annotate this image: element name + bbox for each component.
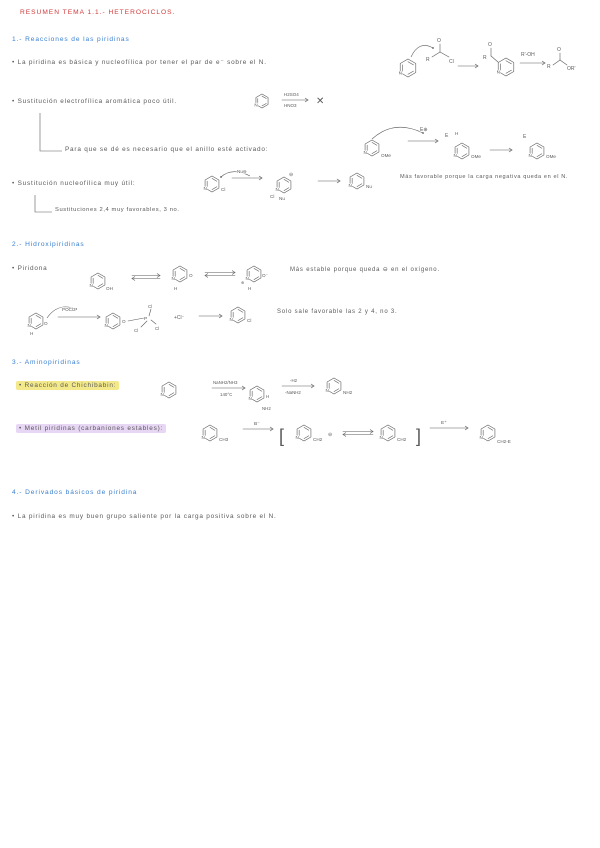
- pyridone: [171, 266, 186, 282]
- carbanion-charge-label: ⊖: [328, 432, 333, 438]
- chichibabin-reagent-bottom: 140°C: [220, 392, 233, 397]
- alcohol-reagent-label: R'-OH: [521, 52, 535, 58]
- curved-arrow-path: [411, 45, 433, 57]
- ring-double-bond: [238, 309, 243, 312]
- p-cl-label-2: Cl: [134, 328, 139, 333]
- pyridone-h-label: H: [174, 286, 178, 291]
- ring-nitrogen-label: N: [245, 276, 249, 281]
- aminopyridine-nh2-label: NH2: [343, 390, 353, 395]
- nucleophilic-side-note: Más favorable porque la carga negativa queda en el N.: [400, 174, 569, 180]
- ring-nitrogen-label: N: [104, 323, 108, 328]
- ring-double-bond: [238, 318, 243, 321]
- meisenheimer-intermediate: [275, 177, 290, 193]
- ring-double-bond: [372, 142, 377, 145]
- arrow-nu-1: [232, 176, 262, 180]
- intermediate-cl-label: Cl: [270, 194, 275, 199]
- ring-nitrogen-label: N: [254, 102, 258, 108]
- piridona-label: • Piridona: [12, 265, 48, 272]
- ring-double-bond: [254, 277, 259, 280]
- favorable-positions-note: Solo sale favorable las 2 y 4, no 3.: [277, 309, 398, 315]
- ring-double-bond: [257, 397, 262, 400]
- curved-arrow-path: [372, 127, 423, 139]
- ring-double-bond: [537, 154, 542, 157]
- arrow-acylation-1: [458, 64, 478, 68]
- ring-double-bond: [284, 188, 289, 191]
- stable-tautomer-note: Más estable porque queda ⊖ en el oxígeno.: [290, 267, 440, 273]
- section-4-heading: 4.- Derivados básicos de piridina: [12, 489, 138, 496]
- curved-arrow-tip: [220, 176, 222, 178]
- chloride-label-1: Cl: [221, 187, 226, 192]
- ring-double-bond: [488, 436, 493, 439]
- resonance-arrow: [343, 430, 373, 437]
- substituted-methoxypyridine-product: [528, 143, 543, 159]
- pyridone-zwitterion: [245, 266, 260, 282]
- chichibabin-h-label: H: [266, 394, 270, 399]
- ring-double-bond: [488, 427, 493, 430]
- ring-double-bond: [257, 388, 262, 391]
- ring-double-bond: [254, 268, 259, 271]
- methoxy-label-3: OMe: [546, 154, 556, 159]
- ring-double-bond: [262, 103, 266, 105]
- sea-reagent-top: H2SO4: [284, 92, 299, 97]
- bracket-positions: [35, 195, 52, 212]
- electrophilic-substitution-note: • Sustitución electrofílica aromática poco útil.: [12, 98, 177, 105]
- chichibabin-intermediate: [248, 386, 263, 402]
- ester-o-label: O: [557, 47, 561, 53]
- ring-double-bond: [462, 154, 467, 157]
- arrow-activated-2: [490, 148, 512, 152]
- ring-nitrogen-label: N: [201, 435, 205, 440]
- arrow-chichibabin-2: [282, 384, 314, 388]
- pyridine-chichibabin-reactant: [160, 382, 175, 398]
- pocl3-reactant-h-label: H: [30, 331, 34, 336]
- ring-nitrogen-label: N: [496, 69, 500, 75]
- nucleophilic-substitution-note: • Sustitución nucleofílica muy útil:: [12, 180, 136, 187]
- methoxy-label-2: OMe: [471, 154, 481, 159]
- ring-double-bond: [388, 436, 393, 439]
- methoxy-label-1: OMe: [381, 153, 391, 158]
- chloropyridine-product: [229, 307, 244, 323]
- phosphate-o-label: O: [122, 319, 126, 324]
- ring-double-bond: [210, 436, 215, 439]
- intermediate-nu-label: Nu: [279, 196, 285, 201]
- methyl-label: CH3: [219, 437, 229, 442]
- ring-nitrogen-label: N: [203, 186, 207, 191]
- ring-nitrogen-label: N: [379, 435, 383, 440]
- ring-double-bond: [169, 393, 174, 396]
- ring-double-bond: [212, 178, 217, 181]
- carbanion-ch2-label-2: CH2: [397, 437, 407, 442]
- p-cl-label-3: Cl: [155, 326, 160, 331]
- phosphate-intermediate: [104, 313, 119, 329]
- ring-double-bond: [506, 70, 511, 73]
- nu-pyridine-product: [348, 173, 363, 189]
- ring-double-bond: [36, 324, 41, 327]
- pyridine-sea-reactant: [254, 94, 268, 108]
- ester-or-label: OR': [567, 66, 576, 72]
- sigma-complex: [453, 143, 468, 159]
- arrow-nu-2: [318, 179, 340, 183]
- ring-nitrogen-label: N: [27, 323, 31, 328]
- ring-nitrogen-label: N: [229, 317, 233, 322]
- zwitterion-plus-label: ⊕: [241, 280, 245, 285]
- no-reaction-mark: ✕: [316, 96, 325, 107]
- electrophile-e-label: E⁺: [441, 421, 447, 426]
- chichibabin-reagent-top: NaNH2/NH3: [213, 380, 238, 385]
- ring-double-bond: [304, 427, 309, 430]
- section-3-heading: 3.- Aminopiridinas: [12, 359, 81, 366]
- basicity-note: • La piridina es básica y nucleofílica por tener el par de e⁻ sobre el N.: [12, 59, 267, 66]
- ring-double-bond: [372, 151, 377, 154]
- chichibabin-highlight: • Reacción de Chichibabin:: [16, 381, 119, 390]
- electrophile-label: E⊕: [420, 127, 428, 133]
- hydroxyl-label: OH: [106, 286, 113, 291]
- ring-nitrogen-label: N: [363, 150, 367, 155]
- leaving-group-note: • La piridina es muy buen grupo saliente por la carga positiva sobre el N.: [12, 513, 277, 520]
- arrow-pocl3: [58, 315, 100, 319]
- product-e-label: E: [523, 134, 527, 140]
- arrow-sea: [282, 98, 308, 102]
- carbanion-resonance-1: [295, 425, 310, 441]
- ring-double-bond: [334, 389, 339, 392]
- pocl3-reagent-label: POCl3: [62, 307, 76, 312]
- phosphorus-label: P: [144, 317, 148, 322]
- ring-double-bond: [506, 61, 511, 64]
- arrow-activated-1: [408, 139, 438, 143]
- alkylated-pyridine-product: [479, 425, 494, 441]
- ring-nitrogen-label: N: [275, 187, 279, 192]
- ring-double-bond: [284, 179, 289, 182]
- ring-nitrogen-label: N: [453, 153, 457, 158]
- ring-double-bond: [262, 96, 266, 98]
- acyl-o-label: O: [437, 38, 441, 44]
- nucleophile-label: Nu⊖: [237, 169, 247, 174]
- sea-reagent-bottom: HNO3: [284, 103, 297, 108]
- arrow-alkylation: [430, 426, 468, 430]
- bracket-activated: [40, 113, 62, 151]
- page-title: RESUMEN TEMA 1.1.- HETEROCICLOS.: [20, 9, 176, 16]
- ester-bond-1: [553, 60, 560, 65]
- ring-double-bond: [334, 380, 339, 383]
- ring-double-bond: [113, 315, 118, 318]
- carbanion-ch2-label-1: CH2: [313, 437, 323, 442]
- curved-arrow-tip: [432, 47, 434, 49]
- tautomer-equilibrium-2: [205, 271, 235, 278]
- pyridine-acylation-reactant: [399, 59, 416, 77]
- ring-double-bond: [210, 427, 215, 430]
- ring-double-bond: [408, 62, 413, 65]
- ring-double-bond: [180, 277, 185, 280]
- resonance-bracket-close: ]: [416, 426, 422, 446]
- ring-nitrogen-label: N: [171, 276, 175, 281]
- p-cl-label-1: Cl: [148, 304, 153, 309]
- chloropyridine-reactant: [203, 176, 218, 192]
- positions-note: Sustituciones 2,4 muy favorables, 3 no.: [55, 207, 180, 213]
- acyl-r-label: R: [426, 57, 430, 63]
- intermediate-o-label: O: [488, 42, 492, 48]
- ring-double-bond: [98, 275, 103, 278]
- metil-piridinas-highlight: • Metil piridinas (carbaniones estables):: [16, 424, 166, 433]
- ring-nitrogen-label: N: [248, 396, 252, 401]
- sigma-e-label: E: [445, 133, 449, 139]
- p-cl-bond-3: [151, 320, 156, 324]
- ring-double-bond: [408, 71, 413, 74]
- acyl-bond: [432, 52, 440, 57]
- zwitterion-h-label: H: [248, 286, 252, 291]
- aminopyridine-product: [325, 378, 340, 394]
- ester-r-label: R: [547, 64, 551, 70]
- section-1-heading: 1.- Reacciones de las piridinas: [12, 36, 130, 43]
- chloro-product-label: Cl: [247, 318, 252, 323]
- curved-arrow-electrophile: [372, 127, 424, 139]
- arrow-chichibabin-1: [212, 386, 245, 390]
- p-cl-bond-1: [149, 309, 151, 316]
- ring-double-bond: [357, 184, 362, 187]
- ring-nitrogen-label: N: [479, 435, 483, 440]
- tautomer-equilibrium-1: [132, 274, 160, 281]
- elimination-bottom-label: -NaNH2: [285, 390, 301, 395]
- ring-double-bond: [304, 436, 309, 439]
- section-2-heading: 2.- Hidroxipiridinas: [12, 241, 85, 248]
- hydroxypyridine: [89, 273, 104, 289]
- arrow-deprotonation: [243, 427, 273, 431]
- curved-arrow-acylation: [411, 45, 434, 57]
- intermediate-r-label: R: [483, 55, 487, 61]
- ester-bond-2: [560, 60, 567, 65]
- ring-nitrogen-label: N: [348, 183, 352, 188]
- methylpyridine-reactant: [201, 425, 216, 441]
- ring-nitrogen-label: N: [325, 388, 329, 393]
- acyl-cl-label: Cl: [449, 59, 454, 65]
- ring-double-bond: [36, 315, 41, 318]
- sigma-h-label: H: [455, 131, 459, 136]
- zwitterion-o-label: O⁻: [262, 273, 268, 278]
- chloride-ion-label: +Cl⁻: [174, 315, 185, 321]
- activated-ring-note: Para que se dé es necesario que el anillo esté activado:: [65, 146, 269, 153]
- ring-double-bond: [169, 384, 174, 387]
- pyridone-o-label: O: [189, 273, 193, 278]
- o-p-bond: [128, 318, 144, 321]
- ring-double-bond: [212, 187, 217, 190]
- product-nu-label: Nu: [366, 184, 372, 189]
- acyl-cl-bond: [440, 52, 449, 57]
- ring-double-bond: [98, 284, 103, 287]
- ring-double-bond: [388, 427, 393, 430]
- pyridinium-acyl-bond: [491, 56, 498, 62]
- pocl3-reactant-o-label: O: [44, 321, 48, 326]
- ring-nitrogen-label: N: [398, 70, 402, 76]
- methoxypyridine-reactant: [363, 140, 378, 156]
- ring-nitrogen-label: N: [528, 153, 532, 158]
- ring-nitrogen-label: N: [89, 283, 93, 288]
- pyridone-pocl3-reactant: [27, 313, 42, 329]
- ring-double-bond: [462, 145, 467, 148]
- ring-nitrogen-label: N: [160, 392, 164, 397]
- ring-nitrogen-label: N: [295, 435, 299, 440]
- arrow-chlorination: [199, 314, 222, 318]
- arrow-acylation-2: [520, 61, 545, 65]
- ring-double-bond: [537, 145, 542, 148]
- ring-double-bond: [180, 268, 185, 271]
- alkylated-product-label: CH2-E: [497, 439, 511, 444]
- negative-charge-label: ⊖: [289, 172, 294, 178]
- elimination-top-label: -H2: [290, 378, 298, 383]
- base-label: B⁻: [254, 422, 260, 427]
- pyridinium-acyl-intermediate: [497, 58, 514, 76]
- ring-double-bond: [357, 175, 362, 178]
- carbanion-resonance-2: [379, 425, 394, 441]
- chichibabin-nh2-label-1: NH2: [262, 406, 271, 411]
- resonance-bracket-open: [: [279, 426, 285, 446]
- ring-double-bond: [113, 324, 118, 327]
